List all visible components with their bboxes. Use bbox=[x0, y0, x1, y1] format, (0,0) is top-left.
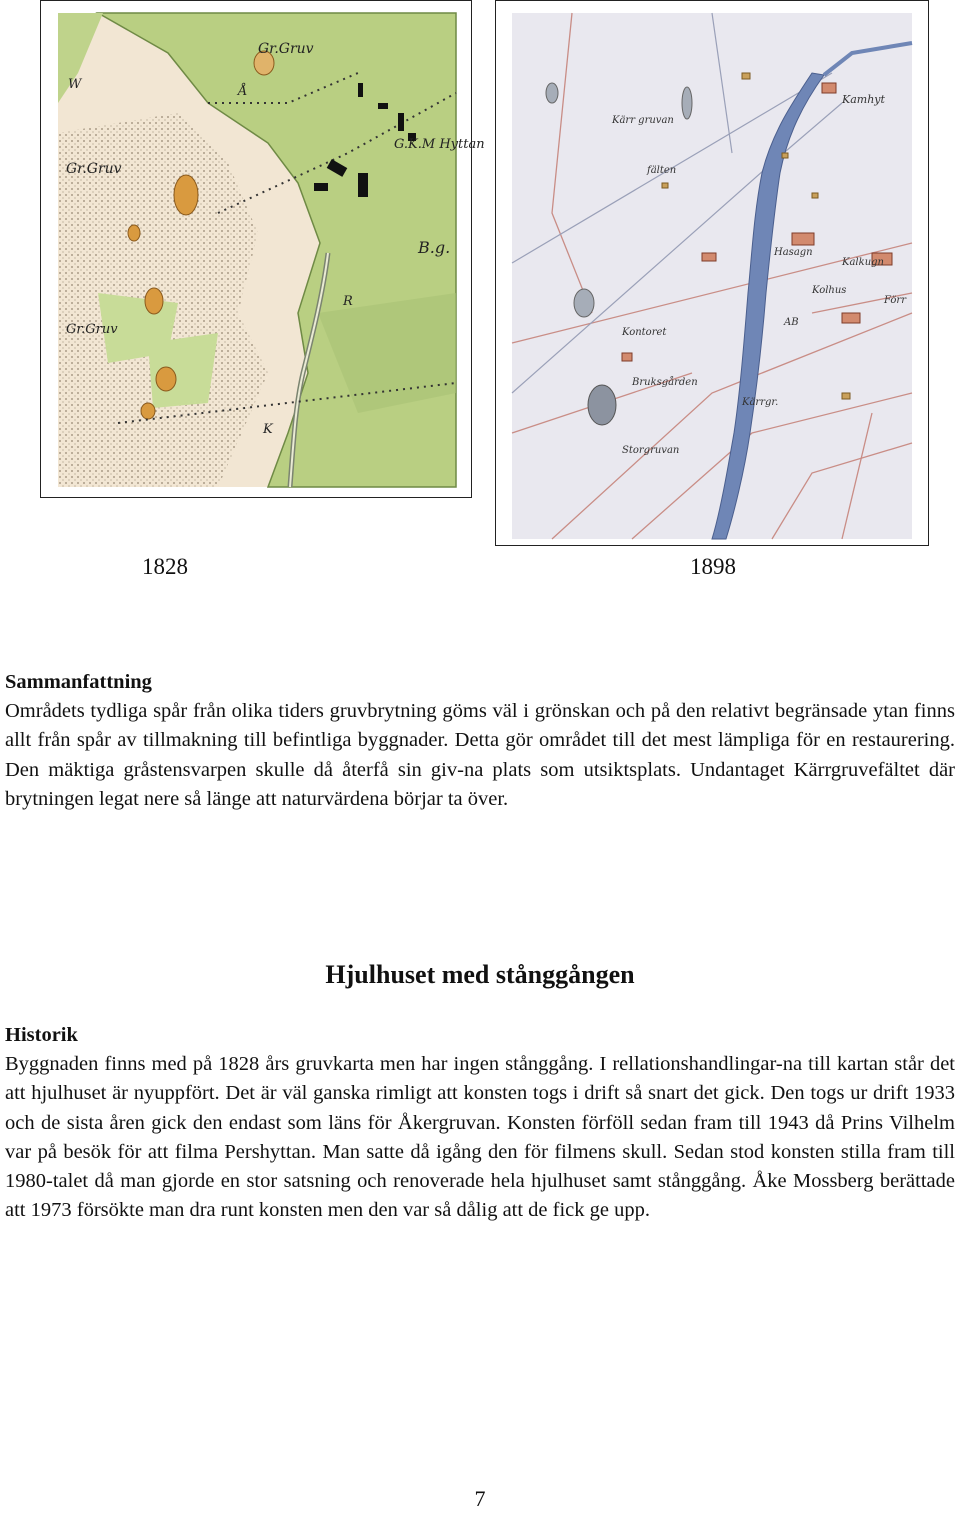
map-1898-image bbox=[512, 13, 912, 539]
map1-label-a: Å bbox=[238, 84, 248, 99]
history-heading: Historik bbox=[5, 1024, 78, 1046]
map1-label-w: W bbox=[68, 77, 82, 92]
map2-label-kalkugn: Kalkugn bbox=[842, 257, 884, 268]
map2-label-storgruvan: Storgruvan bbox=[622, 445, 680, 456]
summary-body: Områdets tydliga spår från olika tiders gruvbrytning göms väl i grönskan och på den relativt begränsade ytan finns allt från spår av tillmakning till befintliga byggnader. Detta gör området till det mest lämpliga för en restaurering. Den mäktiga gråstensvarpen skulle då återfå sin giv-na plats som utsiktsplats. Undantaget Kärrgruvefältet där brytningen legat nere så länge att naturvärdena börjar ta över. bbox=[5, 700, 955, 810]
history-body: Byggnaden finns med på 1828 års gruvkarta men har ingen stånggång. I rellationshandlingar-na till kartan står det att hjulhuset är nyuppfört. Det är väl ganska rimligt att konsten togs i drift så snart det gick. Den togs ur drift 1933 och de sista åren gick den endast som läns för Åkergruvan. Konsten förföll sedan fram till 1943 då Prins Vilhelm var på besök för att filma Pershyttan. Man satte då igång den för filmens skull. Sedan stod konsten stilla fram till 1980-talet då man gjorde en stor satsning och renoverade hela hjulhuset samt stånggång. Åke Mossberg berättade att 1973 försökte man dra runt konsten men den var så dålig att de fick ge upp. bbox=[5, 1053, 955, 1222]
summary-heading: Sammanfattning bbox=[5, 671, 152, 693]
map2-label-hasagn: Hasagn bbox=[774, 247, 813, 258]
section-title: Hjulhuset med stånggången bbox=[325, 960, 635, 989]
map2-label-ab: AB bbox=[784, 317, 799, 328]
history-section bbox=[5, 1021, 955, 1225]
map2-label-kolhus: Kolhus bbox=[812, 285, 847, 296]
map-1828-image bbox=[58, 13, 485, 487]
map1-label-r: R bbox=[343, 294, 353, 309]
map1-label-gruv-c: Gr.Gruv bbox=[66, 322, 118, 337]
map1-label-bg: B.g. bbox=[418, 238, 451, 257]
map-1898-caption: 1898 bbox=[690, 554, 736, 579]
map2-label-karrgr: Kärrgr. bbox=[742, 397, 779, 408]
map-1828-figure bbox=[40, 0, 485, 498]
map2-label-forr: Förr bbox=[884, 295, 906, 306]
summary-section bbox=[5, 668, 955, 814]
page-number: 7 bbox=[474, 1486, 486, 1511]
map-1828-caption: 1828 bbox=[142, 554, 188, 579]
map1-label-gruv-b: Gr.Gruv bbox=[66, 161, 122, 177]
map-1898-figure bbox=[495, 0, 929, 546]
map1-label-hyttan: G.K.M Hyttan bbox=[394, 137, 485, 152]
map2-label-bruks: Bruksgården bbox=[632, 377, 698, 388]
map2-label-kamhyttan: Kamhyt bbox=[842, 93, 885, 106]
map1-label-k: K bbox=[263, 422, 273, 437]
map2-label-karrgruvan: Kärr gruvan bbox=[612, 115, 674, 126]
map2-label-kontoret: Kontoret bbox=[622, 327, 667, 338]
map2-label-falten: fälten bbox=[647, 165, 677, 176]
map1-label-gruv-a: Gr.Gruv bbox=[258, 41, 314, 57]
